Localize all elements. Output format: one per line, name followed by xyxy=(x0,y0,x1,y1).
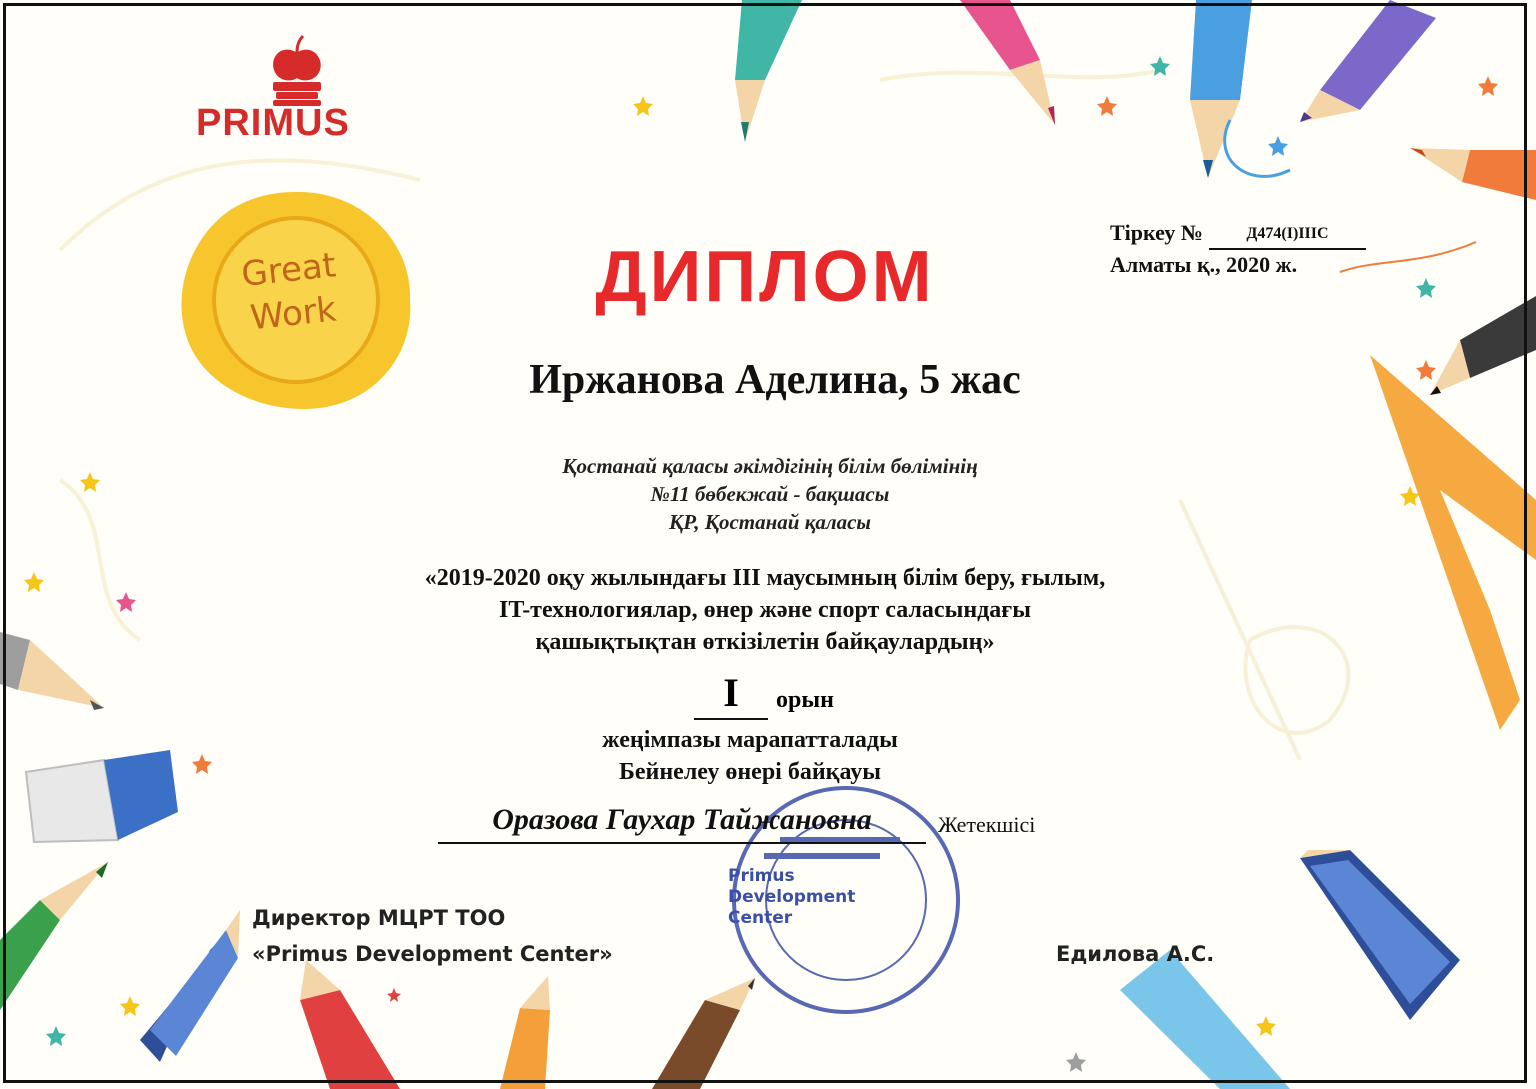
organization-block xyxy=(380,452,1160,536)
supervisor-name: Оразова Гаухар Тайжановна xyxy=(438,800,926,844)
brand-logo-text: PRIMUS xyxy=(196,102,350,144)
stamp-text xyxy=(728,866,855,929)
contest-line: IT-технологиялар, өнер және спорт саласындағы xyxy=(499,597,1031,623)
recipient-name: Иржанова Аделина, 5 жас xyxy=(529,357,1021,403)
director-title-line1: Директор МЦРТ ТОО xyxy=(252,906,506,930)
registration-line xyxy=(1110,218,1410,250)
director-signature-name: Едилова А.С. xyxy=(1056,942,1215,966)
supervisor-role: Жетекшісі xyxy=(938,812,1036,837)
seal-text-line2: Work xyxy=(248,289,339,339)
stamp-line: Center xyxy=(728,908,793,928)
organization-line: ҚР, Қостанай қаласы xyxy=(668,510,872,534)
contest-line: қашықтықтан өткізілетін байқаулардың» xyxy=(535,629,995,655)
place-number: I xyxy=(694,670,768,720)
registration-label: Тіркеу № xyxy=(1110,220,1203,245)
seal-text-line1: Great xyxy=(239,245,338,295)
contest-line: «2019-2020 оқу жылындағы III маусымның білім беру, ғылым, xyxy=(424,565,1106,591)
place-label: орын xyxy=(776,687,834,713)
contest-description xyxy=(260,562,1270,658)
contest-category: Бейнелеу өнері байқауы xyxy=(618,759,882,785)
place-row xyxy=(560,670,960,720)
stamp-line: Primus xyxy=(728,866,795,886)
organization-line: Қостанай қаласы әкімдігінің білім бөлімінің xyxy=(562,454,978,478)
registration-number: Д474(I)IIIС xyxy=(1209,219,1366,250)
director-title-line2: «Primus Development Center» xyxy=(252,942,613,966)
registration-block xyxy=(1110,218,1410,279)
place-date: Алматы қ., 2020 ж. xyxy=(1110,252,1298,277)
diploma-title: ДИПЛОМ xyxy=(595,237,935,317)
award-text: жеңімпазы марапатталады xyxy=(602,727,898,753)
organization-line: №11 бөбекжай - бақшасы xyxy=(650,482,890,506)
great-work-seal-text xyxy=(222,241,360,342)
stamp-line: Development xyxy=(728,887,856,907)
